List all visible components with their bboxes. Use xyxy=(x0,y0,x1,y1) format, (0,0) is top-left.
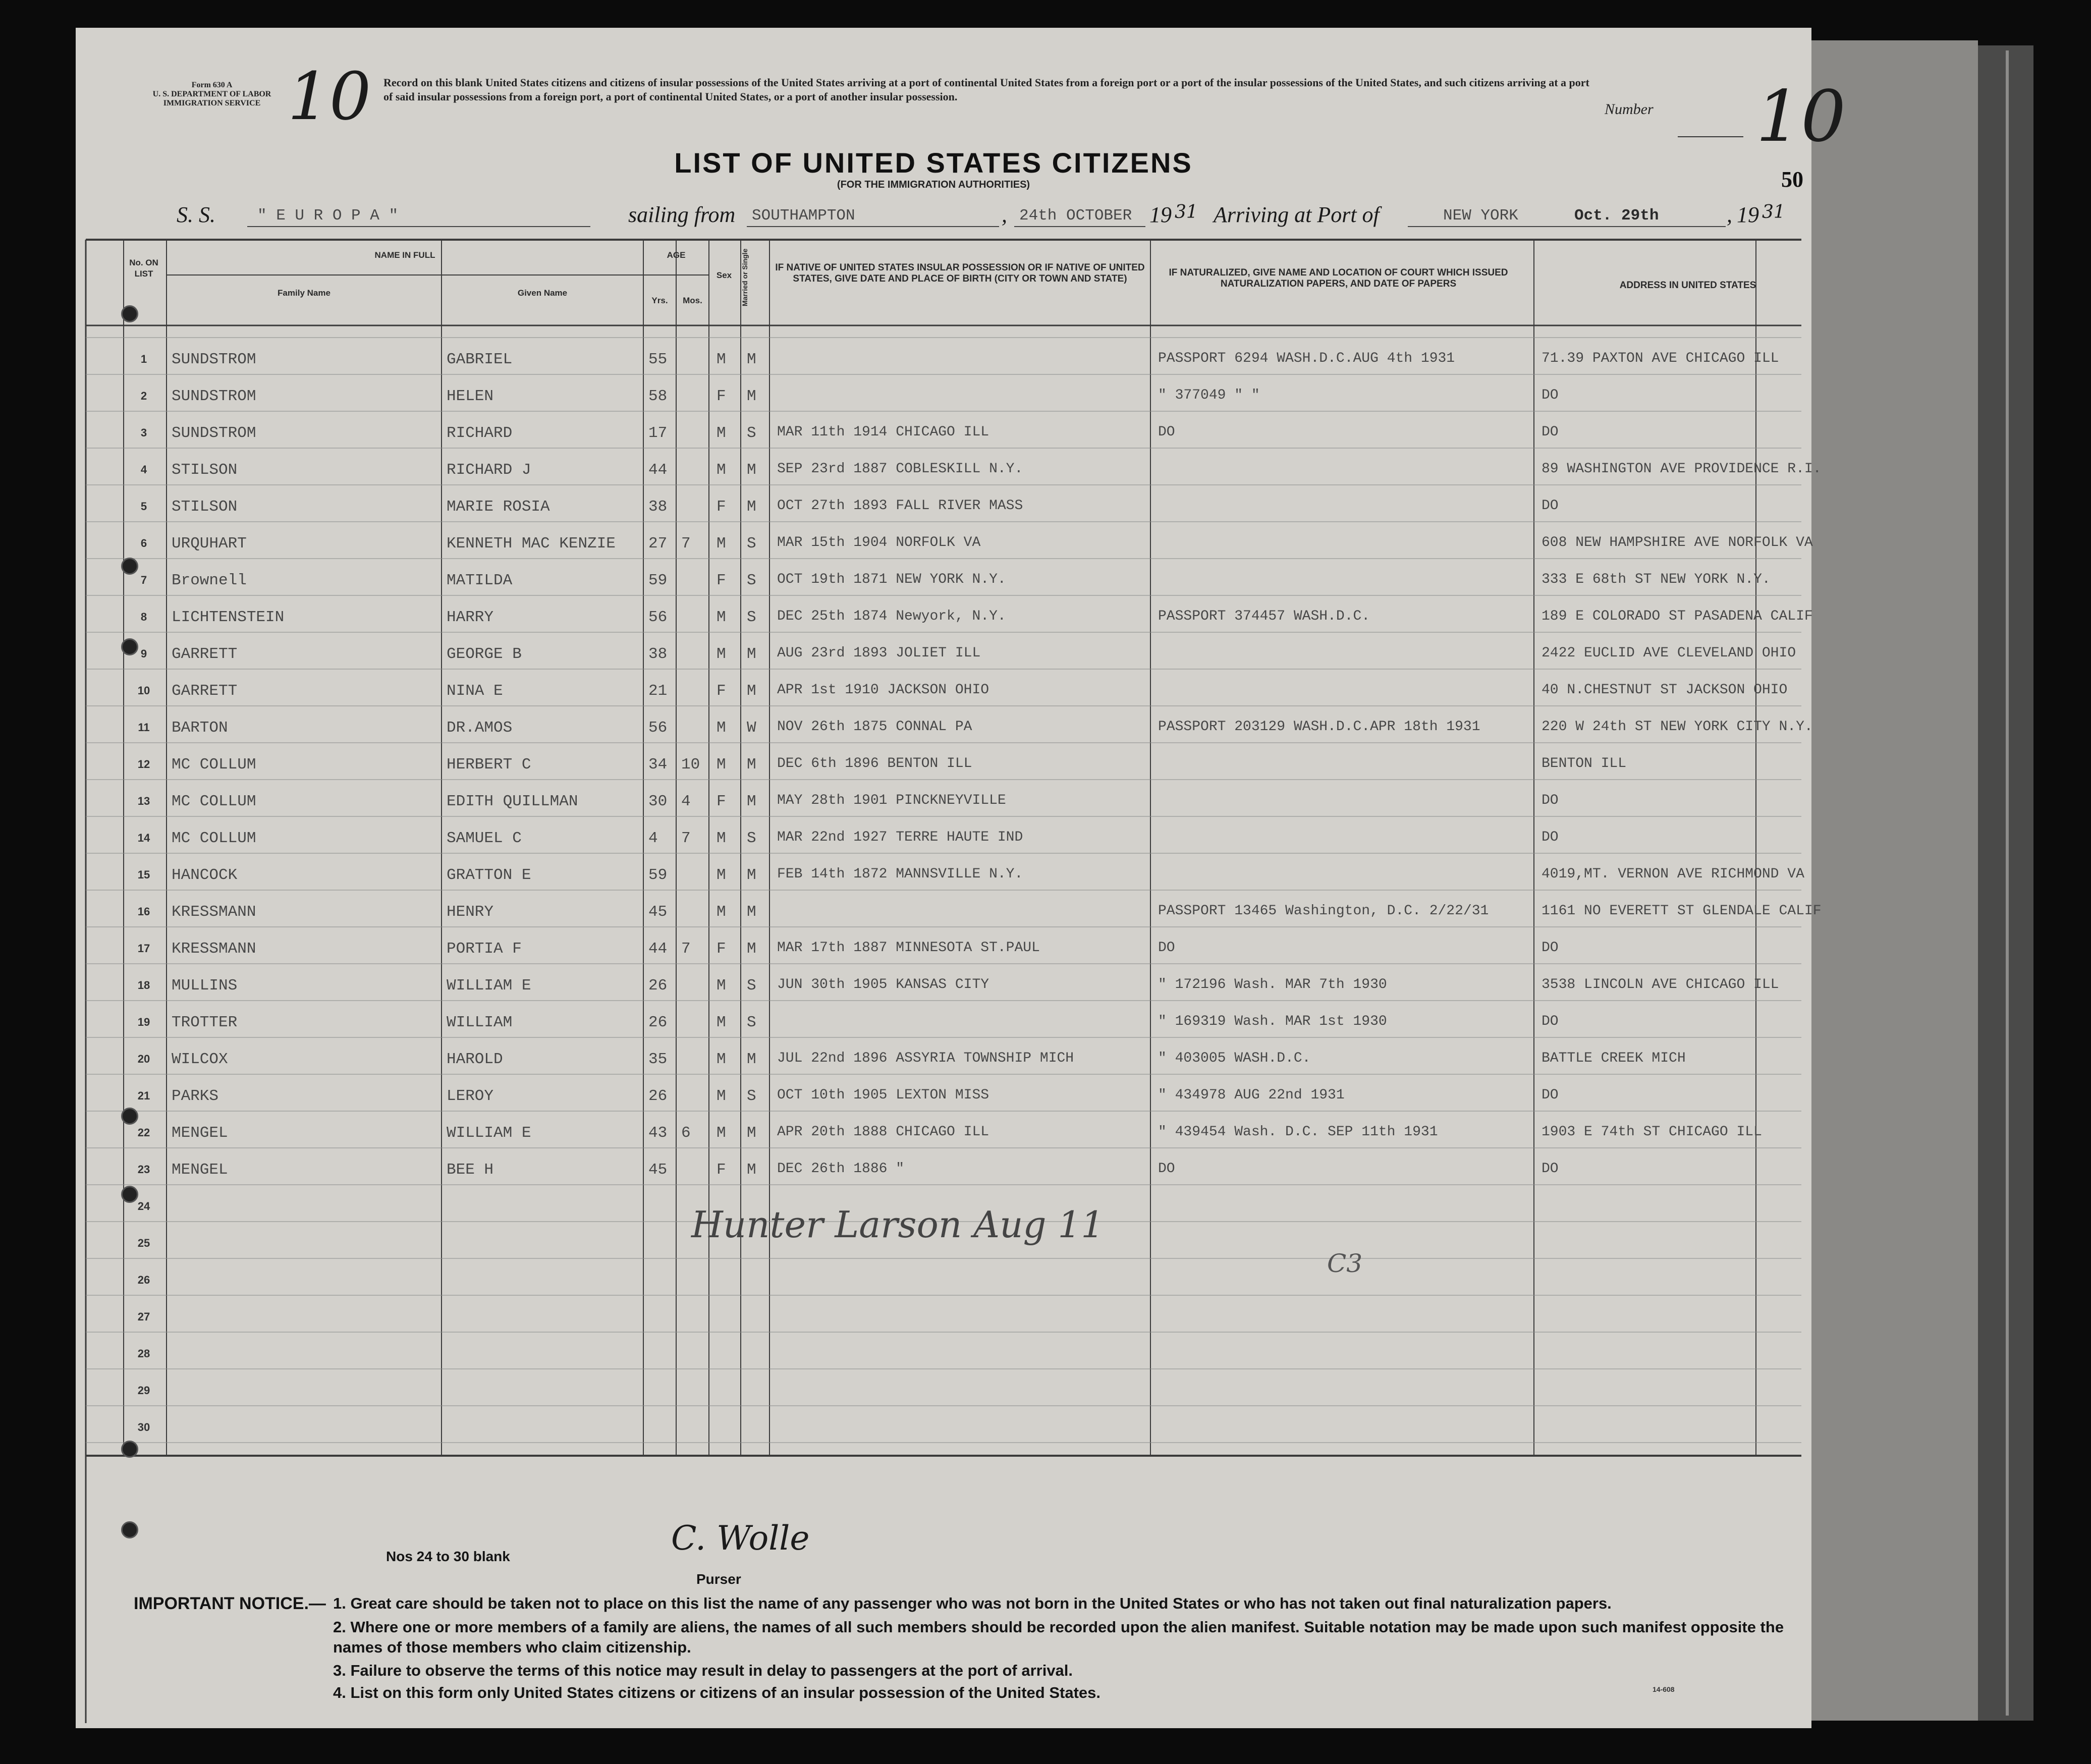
birth-info-cell: MAR 15th 1904 NORFOLK VA xyxy=(777,535,981,550)
handwritten-number: 10 xyxy=(288,58,371,135)
family-name-cell: LICHTENSTEIN xyxy=(172,609,285,626)
from-port: SOUTHAMPTON xyxy=(752,207,855,225)
row-number: 20 xyxy=(137,1053,150,1065)
sex-cell: M xyxy=(717,1014,726,1031)
arrival-port: NEW YORK xyxy=(1443,207,1518,225)
family-name-cell: TROTTER xyxy=(172,1014,238,1031)
ship-name: " E U R O P A " xyxy=(257,207,399,225)
given-name-cell: RICHARD xyxy=(447,424,513,442)
age-years-cell: 56 xyxy=(648,609,668,626)
family-name-cell: SUNDSTROM xyxy=(172,388,256,405)
sex-cell: M xyxy=(717,903,726,921)
given-name-cell: BEE H xyxy=(447,1161,494,1179)
header-name-in-full: NAME IN FULL xyxy=(374,250,435,260)
age-years-cell: 34 xyxy=(648,756,668,774)
birth-info-cell: SEP 23rd 1887 COBLESKILL N.Y. xyxy=(777,461,1023,477)
address-cell: DO xyxy=(1542,1087,1559,1103)
address-cell: DO xyxy=(1542,793,1559,808)
page-number: 50 xyxy=(1781,167,1803,192)
address-cell: 220 W 24th ST NEW YORK CITY N.Y. xyxy=(1542,719,1813,735)
header-married-single: Married or Single xyxy=(741,248,749,307)
notice-item-1: 1. Great care should be taken not to place on this list the name of any passenger who was not born in the United States or who has not taken out final naturalization papers. xyxy=(333,1594,1612,1612)
marital-status-cell: W xyxy=(747,719,756,737)
marital-status-cell: M xyxy=(747,903,756,921)
row-number: 28 xyxy=(137,1347,150,1360)
sex-cell: M xyxy=(717,351,726,368)
marital-status-cell: S xyxy=(747,424,756,442)
age-years-cell: 45 xyxy=(648,903,668,921)
birth-info-cell: APR 20th 1888 CHICAGO ILL xyxy=(777,1124,989,1140)
birth-info-cell: MAY 28th 1901 PINCKNEYVILLE xyxy=(777,793,1006,808)
address-cell: DO xyxy=(1542,388,1559,403)
sex-cell: M xyxy=(717,1124,726,1142)
naturalization-cell: PASSPORT 203129 WASH.D.C.APR 18th 1931 xyxy=(1158,719,1480,735)
naturalization-cell: PASSPORT 374457 WASH.D.C. xyxy=(1158,609,1370,624)
row-number: 15 xyxy=(137,868,150,881)
service-line: IMMIGRATION SERVICE xyxy=(163,99,261,107)
age-years-cell: 44 xyxy=(648,940,668,958)
age-years-cell: 56 xyxy=(648,719,668,737)
age-years-cell: 44 xyxy=(648,461,668,479)
marital-status-cell: S xyxy=(747,535,756,553)
row-number: 14 xyxy=(137,832,150,844)
row-number: 23 xyxy=(137,1163,150,1176)
header-sex: Sex xyxy=(716,270,732,280)
marital-status-cell: S xyxy=(747,1087,756,1105)
notice-heading: IMPORTANT NOTICE.— xyxy=(134,1594,326,1613)
row-number: 10 xyxy=(137,684,150,697)
given-name-cell: EDITH QUILLMAN xyxy=(447,793,578,810)
row-number: 19 xyxy=(137,1016,150,1028)
marital-status-cell: S xyxy=(747,572,756,589)
header-age: AGE xyxy=(667,250,686,260)
address-cell: BATTLE CREEK MICH xyxy=(1542,1051,1686,1066)
header-address: ADDRESS IN UNITED STATES xyxy=(1619,280,1756,291)
address-cell: 1903 E 74th ST CHICAGO ILL xyxy=(1542,1124,1762,1140)
instruction-text: Record on this blank United States citizens and citizens of insular possessions of the United States arriving at a port of continental United States from a foreign port or a port of the insular possessions of the United States, and such citizens arriving at a port of said insular possessions from a foreign port, a port of continental United States, or a port of another insular possession. xyxy=(383,76,1589,103)
birth-info-cell: DEC 26th 1886 " xyxy=(777,1161,905,1177)
age-months-cell: 10 xyxy=(681,756,700,774)
sex-cell: M xyxy=(717,1051,726,1068)
address-cell: DO xyxy=(1542,1161,1559,1177)
birth-info-cell: MAR 11th 1914 CHICAGO ILL xyxy=(777,424,989,440)
header-naturalized: IF NATURALIZED, GIVE NAME AND LOCATION OF COURT WHICH ISSUED NATURALIZATION PAPERS, AND DATE OF PAPERS xyxy=(1169,267,1508,289)
age-months-cell: 7 xyxy=(681,940,691,958)
sex-cell: M xyxy=(717,461,726,479)
family-name-cell: HANCOCK xyxy=(172,866,238,884)
address-cell: 71.39 PAXTON AVE CHICAGO ILL xyxy=(1542,351,1779,366)
address-cell: 3538 LINCOLN AVE CHICAGO ILL xyxy=(1542,977,1779,993)
page-title: LIST OF UNITED STATES CITIZENS xyxy=(674,147,1193,179)
marital-status-cell: M xyxy=(747,1124,756,1142)
arrival-year-suffix: 31 xyxy=(1762,202,1785,223)
given-name-cell: GRATTON E xyxy=(447,866,531,884)
family-name-cell: KRESSMANN xyxy=(172,903,256,921)
given-name-cell: GEORGE B xyxy=(447,645,522,663)
year-suffix: 31 xyxy=(1175,202,1198,223)
form-code: 14-608 xyxy=(1653,1685,1675,1693)
notice-heading-text: IMPORTANT NOTICE. xyxy=(134,1594,309,1613)
purser-label: Purser xyxy=(696,1571,741,1587)
naturalization-cell: DO xyxy=(1158,940,1175,956)
address-cell: DO xyxy=(1542,424,1559,440)
age-years-cell: 30 xyxy=(648,793,668,810)
marital-status-cell: M xyxy=(747,1051,756,1068)
given-name-cell: NINA E xyxy=(447,682,503,700)
sex-cell: F xyxy=(717,793,726,810)
marital-status-cell: S xyxy=(747,977,756,995)
header-no-on-list: No. ON LIST xyxy=(129,258,158,279)
given-name-cell: HAROLD xyxy=(447,1051,503,1068)
sex-cell: F xyxy=(717,388,726,405)
row-number: 2 xyxy=(140,390,147,402)
punch-hole xyxy=(121,1186,138,1203)
row-number: 11 xyxy=(138,721,150,734)
row-number: 1 xyxy=(140,353,147,365)
family-name-cell: KRESSMANN xyxy=(172,940,256,958)
family-name-cell: PARKS xyxy=(172,1087,219,1105)
marital-status-cell: M xyxy=(747,388,756,405)
age-years-cell: 38 xyxy=(648,645,668,663)
given-name-cell: HENRY xyxy=(447,903,494,921)
age-years-cell: 59 xyxy=(648,572,668,589)
punch-hole xyxy=(121,1521,138,1538)
given-name-cell: HELEN xyxy=(447,388,494,405)
row-number: 29 xyxy=(137,1384,150,1397)
row-number: 24 xyxy=(137,1200,150,1212)
family-name-cell: SUNDSTROM xyxy=(172,351,256,368)
birth-info-cell: NOV 26th 1875 CONNAL PA xyxy=(777,719,972,735)
birth-info-cell: OCT 10th 1905 LEXTON MISS xyxy=(777,1087,989,1103)
address-cell: 4019,MT. VERNON AVE RICHMOND VA xyxy=(1542,866,1804,882)
row-number: 9 xyxy=(140,647,147,660)
comma: , xyxy=(1727,202,1732,227)
marital-status-cell: M xyxy=(747,498,756,516)
sex-cell: M xyxy=(717,719,726,737)
age-years-cell: 17 xyxy=(648,424,668,442)
age-months-cell: 7 xyxy=(681,830,691,847)
birth-info-cell: JUN 30th 1905 KANSAS CITY xyxy=(777,977,989,993)
arriving-label: Arriving at Port of xyxy=(1214,202,1380,227)
form-number-line: Form 630 A xyxy=(191,81,233,89)
address-cell: DO xyxy=(1542,1014,1559,1029)
sex-cell: F xyxy=(717,682,726,700)
birth-info-cell: FEB 14th 1872 MANNSVILLE N.Y. xyxy=(777,866,1023,882)
row-number: 18 xyxy=(137,979,150,991)
header-native: IF NATIVE OF UNITED STATES INSULAR POSSESSION OR IF NATIVE OF UNITED STATES, GIVE DATE AND PLACE OF BIRTH (CITY OR TOWN AND STATE) xyxy=(775,262,1145,284)
age-years-cell: 59 xyxy=(648,866,668,884)
sex-cell: M xyxy=(717,1087,726,1105)
blank-rows-note: Nos 24 to 30 blank xyxy=(386,1549,510,1564)
age-years-cell: 26 xyxy=(648,1014,668,1031)
age-months-cell: 4 xyxy=(681,793,691,810)
given-name-cell: MATILDA xyxy=(447,572,513,589)
birth-info-cell: DEC 6th 1896 BENTON ILL xyxy=(777,756,972,771)
purser-signature: C. Wolle xyxy=(671,1519,810,1558)
sex-cell: M xyxy=(717,866,726,884)
naturalization-cell: PASSPORT 13465 Washington, D.C. 2/22/31 xyxy=(1158,903,1489,919)
sex-cell: F xyxy=(717,498,726,516)
naturalization-cell: DO xyxy=(1158,424,1175,440)
family-name-cell: STILSON xyxy=(172,498,238,516)
manifest-page xyxy=(76,28,1846,1728)
address-cell: DO xyxy=(1542,830,1559,845)
family-name-cell: MC COLLUM xyxy=(172,830,256,847)
punch-hole xyxy=(121,305,138,322)
birth-info-cell: APR 1st 1910 JACKSON OHIO xyxy=(777,682,989,698)
address-cell: BENTON ILL xyxy=(1542,756,1627,771)
family-name-cell: MENGEL xyxy=(172,1124,228,1142)
given-name-cell: DR.AMOS xyxy=(447,719,513,737)
family-name-cell: MENGEL xyxy=(172,1161,228,1179)
naturalization-cell: " 172196 Wash. MAR 7th 1930 xyxy=(1158,977,1387,993)
naturalization-cell: PASSPORT 6294 WASH.D.C.AUG 4th 1931 xyxy=(1158,351,1455,366)
given-name-cell: WILLIAM E xyxy=(447,1124,531,1142)
row-number: 27 xyxy=(137,1310,150,1323)
sail-date: 24th OCTOBER xyxy=(1019,207,1132,225)
sex-cell: M xyxy=(717,645,726,663)
sex-cell: F xyxy=(717,1161,726,1179)
number-label: Number xyxy=(1605,101,1654,118)
family-name-cell: WILCOX xyxy=(172,1051,228,1068)
background-sheet xyxy=(1811,40,1978,1721)
background-sheet-line xyxy=(2006,50,2009,1716)
row-number: 17 xyxy=(137,942,150,955)
punch-hole xyxy=(121,1108,138,1125)
marital-status-cell: S xyxy=(747,830,756,847)
punch-hole xyxy=(121,1441,138,1458)
punch-hole xyxy=(121,558,138,575)
row-number: 26 xyxy=(137,1274,150,1286)
row-number: 13 xyxy=(137,795,150,807)
department-line: U. S. DEPARTMENT OF LABOR xyxy=(152,90,271,98)
year-prefix: 19 xyxy=(1149,202,1172,227)
address-cell: 89 WASHINGTON AVE PROVIDENCE R.I. xyxy=(1542,461,1822,477)
header-yrs: Yrs. xyxy=(651,296,668,305)
given-name-cell: RICHARD J xyxy=(447,461,531,479)
family-name-cell: STILSON xyxy=(172,461,238,479)
row-number: 5 xyxy=(140,500,147,513)
sex-cell: F xyxy=(717,572,726,589)
notice-item-3: 3. Failure to observe the terms of this notice may result in delay to passengers at the port of arrival. xyxy=(333,1662,1073,1679)
family-name-cell: URQUHART xyxy=(172,535,247,553)
given-name-cell: WILLIAM xyxy=(447,1014,513,1031)
row-number: 21 xyxy=(137,1089,150,1102)
marital-status-cell: M xyxy=(747,793,756,810)
sex-cell: M xyxy=(717,830,726,847)
age-years-cell: 43 xyxy=(648,1124,668,1142)
address-cell: DO xyxy=(1542,498,1559,514)
address-cell: 2422 EUCLID AVE CLEVELAND OHIO xyxy=(1542,645,1796,661)
marital-status-cell: M xyxy=(747,682,756,700)
row-number: 22 xyxy=(137,1126,150,1139)
marital-status-cell: S xyxy=(747,1014,756,1031)
sex-cell: M xyxy=(717,977,726,995)
marital-status-cell: M xyxy=(747,461,756,479)
age-months-cell: 6 xyxy=(681,1124,691,1142)
birth-info-cell: OCT 27th 1893 FALL RIVER MASS xyxy=(777,498,1023,514)
row-number: 6 xyxy=(140,537,147,549)
code-mark: C3 xyxy=(1327,1249,1363,1278)
marital-status-cell: M xyxy=(747,756,756,774)
sex-cell: M xyxy=(717,535,726,553)
family-name-cell: MC COLLUM xyxy=(172,756,256,774)
address-cell: 333 E 68th ST NEW YORK N.Y. xyxy=(1542,572,1771,587)
arrival-date: Oct. 29th xyxy=(1574,207,1659,225)
family-name-cell: Brownell xyxy=(172,572,247,589)
marital-status-cell: M xyxy=(747,940,756,958)
age-years-cell: 38 xyxy=(648,498,668,516)
arrival-year-prefix: 19 xyxy=(1737,202,1759,227)
age-years-cell: 27 xyxy=(648,535,668,553)
address-cell: 189 E COLORADO ST PASADENA CALIF xyxy=(1542,609,1813,624)
given-name-cell: KENNETH MAC KENZIE xyxy=(447,535,616,553)
given-name-cell: GABRIEL xyxy=(447,351,513,368)
given-name-cell: MARIE ROSIA xyxy=(447,498,550,516)
family-name-cell: SUNDSTROM xyxy=(172,424,256,442)
sex-cell: F xyxy=(717,940,726,958)
sex-cell: M xyxy=(717,756,726,774)
naturalization-cell: " 377049 " " xyxy=(1158,388,1260,403)
birth-info-cell: MAR 17th 1887 MINNESOTA ST.PAUL xyxy=(777,940,1040,956)
naturalization-cell: " 403005 WASH.D.C. xyxy=(1158,1051,1311,1066)
address-cell: 608 NEW HAMPSHIRE AVE NORFOLK VA xyxy=(1542,535,1813,550)
age-years-cell: 35 xyxy=(648,1051,668,1068)
marital-status-cell: M xyxy=(747,866,756,884)
birth-info-cell: MAR 22nd 1927 TERRE HAUTE IND xyxy=(777,830,1023,845)
row-number: 12 xyxy=(137,758,150,770)
family-name-cell: GARRETT xyxy=(172,645,238,663)
naturalization-cell: " 439454 Wash. D.C. SEP 11th 1931 xyxy=(1158,1124,1438,1140)
naturalization-cell: DO xyxy=(1158,1161,1175,1177)
naturalization-cell: " 169319 Wash. MAR 1st 1930 xyxy=(1158,1014,1387,1029)
handwritten-annotation: Hunter Larson Aug 11 xyxy=(691,1203,1105,1246)
marital-status-cell: M xyxy=(747,351,756,368)
naturalization-cell: " 434978 AUG 22nd 1931 xyxy=(1158,1087,1345,1103)
marital-status-cell: M xyxy=(747,1161,756,1179)
address-cell: DO xyxy=(1542,940,1559,956)
sex-cell: M xyxy=(717,609,726,626)
header-family-name: Family Name xyxy=(278,288,331,298)
family-name-cell: GARRETT xyxy=(172,682,238,700)
comma: , xyxy=(1002,202,1007,227)
birth-info-cell: OCT 19th 1871 NEW YORK N.Y. xyxy=(777,572,1006,587)
row-number: 16 xyxy=(137,905,150,918)
age-years-cell: 4 xyxy=(648,830,658,847)
row-number: 25 xyxy=(137,1237,150,1249)
family-name-cell: BARTON xyxy=(172,719,228,737)
marital-status-cell: S xyxy=(747,609,756,626)
birth-info-cell: DEC 25th 1874 Newyork, N.Y. xyxy=(777,609,1006,624)
family-name-cell: MULLINS xyxy=(172,977,238,995)
row-number: 3 xyxy=(140,426,147,439)
given-name-cell: SAMUEL C xyxy=(447,830,522,847)
age-years-cell: 26 xyxy=(648,977,668,995)
punch-hole xyxy=(121,638,138,655)
age-years-cell: 55 xyxy=(648,351,668,368)
given-name-cell: WILLIAM E xyxy=(447,977,531,995)
given-name-cell: PORTIA F xyxy=(447,940,522,958)
birth-info-cell: AUG 23rd 1893 JOLIET ILL xyxy=(777,645,981,661)
notice-item-4: 4. List on this form only United States citizens or citizens of an insular possession of the United States. xyxy=(333,1684,1100,1701)
birth-info-cell: JUL 22nd 1896 ASSYRIA TOWNSHIP MICH xyxy=(777,1051,1074,1066)
row-number: 7 xyxy=(140,574,147,586)
given-name-cell: HARRY xyxy=(447,609,494,626)
sailing-label: sailing from xyxy=(628,202,736,227)
sex-cell: M xyxy=(717,424,726,442)
row-number: 8 xyxy=(140,611,147,623)
given-name-cell: HERBERT C xyxy=(447,756,531,774)
row-number: 4 xyxy=(140,463,147,476)
address-cell: 1161 NO EVERETT ST GLENDALE CALIF xyxy=(1542,903,1822,919)
age-years-cell: 21 xyxy=(648,682,668,700)
ss-label: S. S. xyxy=(177,202,215,227)
age-years-cell: 58 xyxy=(648,388,668,405)
age-years-cell: 26 xyxy=(648,1087,668,1105)
marital-status-cell: M xyxy=(747,645,756,663)
address-cell: 40 N.CHESTNUT ST JACKSON OHIO xyxy=(1542,682,1788,698)
age-years-cell: 45 xyxy=(648,1161,668,1179)
page-subtitle: (FOR THE IMMIGRATION AUTHORITIES) xyxy=(837,179,1030,190)
header-given-name: Given Name xyxy=(517,288,568,298)
notice-item-2: 2. Where one or more members of a family are aliens, the names of all such members should be recorded upon the alien manifest. Suitable notation may be made upon such manifest opposite the names of those members who claim citizenship. xyxy=(333,1618,1784,1656)
row-number: 30 xyxy=(137,1421,150,1434)
age-months-cell: 7 xyxy=(681,535,691,553)
header-mos: Mos. xyxy=(683,296,702,305)
given-name-cell: LEROY xyxy=(447,1087,494,1105)
family-name-cell: MC COLLUM xyxy=(172,793,256,810)
list-number: 10 xyxy=(1756,76,1846,158)
